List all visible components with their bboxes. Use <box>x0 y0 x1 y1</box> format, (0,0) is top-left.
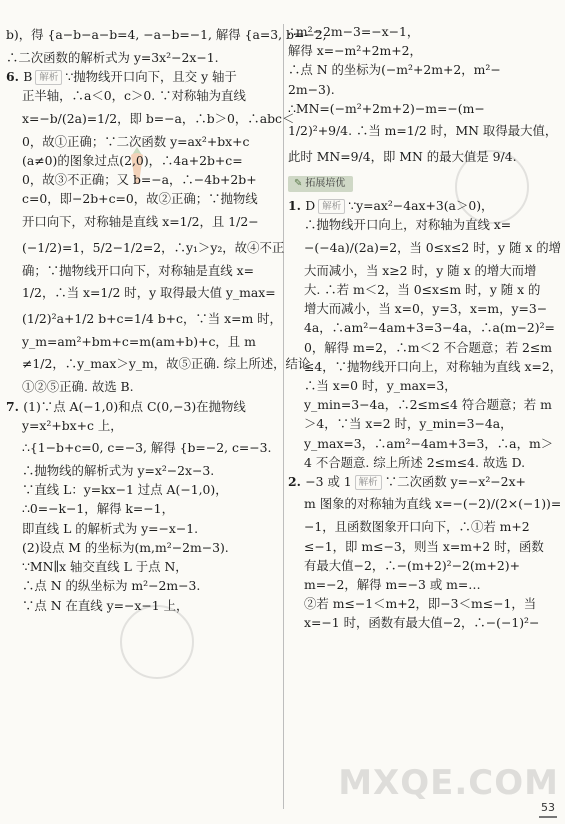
text-line <box>288 472 560 491</box>
line-text: y=x²+bx+c 上， <box>22 417 123 433</box>
line-text: 此时 MN=9/4，即 MN 的最大值是 9/4. <box>288 149 517 165</box>
text-line <box>288 261 560 280</box>
text-line <box>6 67 280 86</box>
line-text: −1，且函数图象开口向下，∴①若 m+2 <box>304 519 530 535</box>
text-line <box>288 22 560 41</box>
line-text: ∴{1−b+c=0, c=−3, 解得 {b=−2, c=−3. <box>22 439 272 455</box>
line-text: (1/2)²a+1/2 b+c=1/4 b+c，∵当 x=m 时， <box>22 310 282 326</box>
question-number: 2. <box>288 474 306 490</box>
text-line <box>6 189 280 208</box>
line-text: m 图象的对称轴为直线 x=−(−2)/(2×(−1))= <box>304 496 562 512</box>
text-line <box>288 537 560 556</box>
text-line <box>6 435 280 461</box>
line-text: ∴当 x=0 时，y_max=3， <box>304 377 457 393</box>
line-text: 开口向下，对称轴是直线 x=1/2，且 1/2− <box>22 213 259 229</box>
question-number: 1. <box>288 198 306 214</box>
line-text: D <box>305 198 316 214</box>
text-line <box>288 144 560 170</box>
text-line <box>288 196 560 215</box>
line-text: 4a，∴am²−4am+3=3−4a，∴a(m−2)²= <box>304 320 555 336</box>
line-text: ∴抛物线开口向上，对称轴为直线 x= <box>304 217 512 233</box>
text-line <box>6 499 280 518</box>
line-text: ∴点 N 的坐标为(−m²+2m+2，m²− <box>288 62 501 78</box>
line-text: 1/2，∴当 x=1/2 时，y 取得最大值 y_max= <box>22 284 276 300</box>
line-text: 0，故①正确；∵二次函数 y=ax²+bx+c <box>22 133 250 149</box>
text-line <box>6 170 280 189</box>
text-line <box>6 557 280 576</box>
line-text: 1/2)²+9/4. ∴当 m=1/2 时，MN 取得最大值， <box>288 123 558 139</box>
line-text: 大. ∴若 m＜2，当 0≤x≤m 时，y 随 x 的 <box>304 281 541 297</box>
text-line <box>288 376 560 395</box>
text-line <box>6 397 280 416</box>
text-line <box>288 299 560 318</box>
line-text: 确；∵抛物线开口向下，对称轴是直线 x= <box>22 262 254 278</box>
text-line <box>288 395 560 414</box>
text-line <box>288 517 560 536</box>
text-line <box>6 519 280 538</box>
line-text: 0，解得 m=2，∴m＜2 不合题意；若 2≤m <box>304 339 553 355</box>
text-line <box>288 80 560 99</box>
line-text: 2m−3). <box>288 81 335 97</box>
line-text: m=−2，解得 m=−3 或 m=… <box>304 577 481 592</box>
text-line <box>6 132 280 151</box>
line-text: (2)设点 M 的坐标为(m,m²−2m−3). <box>22 539 229 555</box>
line-text: x=−1 时，函数有最大值−2，∴−(−1)²− <box>304 615 540 631</box>
question-number: 6. <box>6 69 24 85</box>
line-text: ①②⑤正确. 故选 B. <box>22 379 134 395</box>
analysis-tag: 解析 <box>35 70 62 85</box>
text-line <box>6 351 311 377</box>
line-text-rest: ∵y=ax²−4ax+3(a＞0)， <box>348 198 494 214</box>
line-text: ∴m²−2m−3=−x−1， <box>288 24 420 39</box>
text-line <box>6 480 280 499</box>
text-line <box>288 357 563 376</box>
text-line <box>6 151 280 170</box>
text-line <box>6 280 280 306</box>
line-text: ≤4，∵抛物线开口向上，对称轴为直线 x=2， <box>304 358 563 374</box>
text-line <box>6 209 280 235</box>
line-text: ≤−1，即 m≤−3，则当 x=m+2 时，函数 <box>304 538 544 554</box>
text-line <box>288 491 560 517</box>
text-line <box>6 106 295 132</box>
text-line <box>6 596 280 615</box>
text-line <box>288 280 560 299</box>
line-text: 正半轴，∴a＜0，c＞0. ∵对称轴为直线 <box>22 88 246 104</box>
line-text: ∴MN=(−m²+2m+2)−m=−(m− <box>288 100 485 116</box>
text-line <box>288 414 560 433</box>
line-text: ∴二次函数的解析式为 y=3x²−2x−1. <box>6 50 219 66</box>
circular-stamp <box>120 605 194 679</box>
text-line <box>288 594 560 613</box>
line-text: 解得 x=−m²+2m+2， <box>288 43 422 59</box>
line-text: ∴抛物线的解析式为 y=x²−2x−3. <box>22 463 215 478</box>
text-line <box>288 235 560 261</box>
text-line <box>6 377 280 396</box>
line-text-rest: ∵二次函数 y=−x²−2x+ <box>384 474 526 490</box>
line-text: (a≠0)的图象过点(2,0)，∴4a+2b+c= <box>22 152 243 168</box>
text-line <box>288 99 560 118</box>
line-text: 增大而减小，当 x=0，y=3，x=m，y=3− <box>304 301 548 317</box>
text-line <box>288 41 560 60</box>
line-text: 有最大值−2，∴−(m+2)²−2(m+2)+ <box>304 557 520 573</box>
text-line <box>6 235 285 261</box>
line-text: 即直线 L 的解析式为 y=−x−1. <box>22 520 199 536</box>
watermark-text: MXQE.COM <box>338 763 559 804</box>
text-line <box>288 60 560 79</box>
text-line <box>6 48 280 67</box>
line-text: c=0，即−2b+c=0，故②正确；∵抛物线 <box>22 191 258 207</box>
text-line <box>6 261 280 280</box>
text-line <box>6 332 280 351</box>
text-line <box>6 576 280 595</box>
line-text: b)，得 {a−b−a−b=4, −a−b=−1, 解得 {a=3, b=−2, <box>6 27 327 42</box>
line-text: y_min=3−4a，∴2≤m≤4 符合题意；若 m <box>304 397 552 413</box>
line-text: x=−b/(2a)=1/2，即 b=−a，∴b＞0，∴abc＜ <box>22 110 295 126</box>
text-line <box>6 461 280 480</box>
pencil-icon: ✎ <box>294 178 303 190</box>
question-number: 7. <box>6 398 24 414</box>
page-number: 53 <box>539 799 557 818</box>
line-text: ∵点 N 在直线 y=−x−1 上， <box>22 597 189 613</box>
text-line <box>288 434 560 453</box>
line-text: ∴0=−k−1，解得 k=−1， <box>22 501 174 517</box>
line-text: ∵直线 L：y=kx−1 过点 A(−1,0)， <box>22 482 228 498</box>
line-text: ＞4，∵当 x=2 时，y_min=3−4a， <box>304 416 513 432</box>
line-text: ∴点 N 的纵坐标为 m²−2m−3. <box>22 578 201 594</box>
line-text: ②若 m≤−1＜m+2，即−3＜m≤−1，当 <box>304 596 537 612</box>
text-line <box>288 318 560 337</box>
text-line <box>6 538 280 557</box>
text-line <box>6 416 280 435</box>
text-line <box>6 22 327 48</box>
line-text: ≠1/2，∴y_max＞y_m，故⑤正确. 综上所述，结论 <box>22 356 311 372</box>
line-text: 4 不合题意. 综上所述 2≤m≤4. 故选 D. <box>304 454 526 470</box>
line-text: 0，故③不正确；又 b=−a，∴−4b+2b+ <box>22 172 257 188</box>
line-text: y_m=am²+bm+c=m(am+b)+c，且 m <box>22 334 256 350</box>
text-line <box>288 453 560 472</box>
text-line <box>288 556 560 575</box>
analysis-tag: 解析 <box>355 475 382 490</box>
text-line <box>288 613 560 632</box>
line-text: (1)∵点 A(−1,0)和点 C(0,−3)在抛物线 <box>23 398 246 414</box>
column-divider <box>283 24 284 809</box>
section-banner <box>288 176 353 192</box>
text-line <box>288 215 560 234</box>
line-text: B <box>23 69 33 85</box>
text-line <box>288 118 560 144</box>
line-text: −(−4a)/(2a)=2，当 0≤x≤2 时，y 随 x 的增 <box>304 239 562 255</box>
text-line <box>288 338 560 357</box>
line-text-rest: ∵抛物线开口向下，且交 y 轴于 <box>65 69 237 85</box>
line-text: 大而减小，当 x≥2 时，y 随 x 的增大而增 <box>304 262 537 278</box>
line-text: y_max=3，∴am²−4am+3=3，∴a，m＞ <box>304 435 554 451</box>
section-title: 拓展培优 <box>305 178 346 190</box>
line-text: ∵MN∥x 轴交直线 L 于点 N， <box>22 559 188 575</box>
right-column <box>288 22 563 633</box>
line-text: (−1/2)=1，5/2−1/2=2，∴y₁＞y₂，故④不正 <box>22 239 285 255</box>
line-text: −3 或 1 <box>305 474 352 490</box>
text-line <box>6 306 280 332</box>
analysis-tag: 解析 <box>318 199 345 214</box>
text-line <box>6 86 280 105</box>
text-line <box>288 575 560 594</box>
